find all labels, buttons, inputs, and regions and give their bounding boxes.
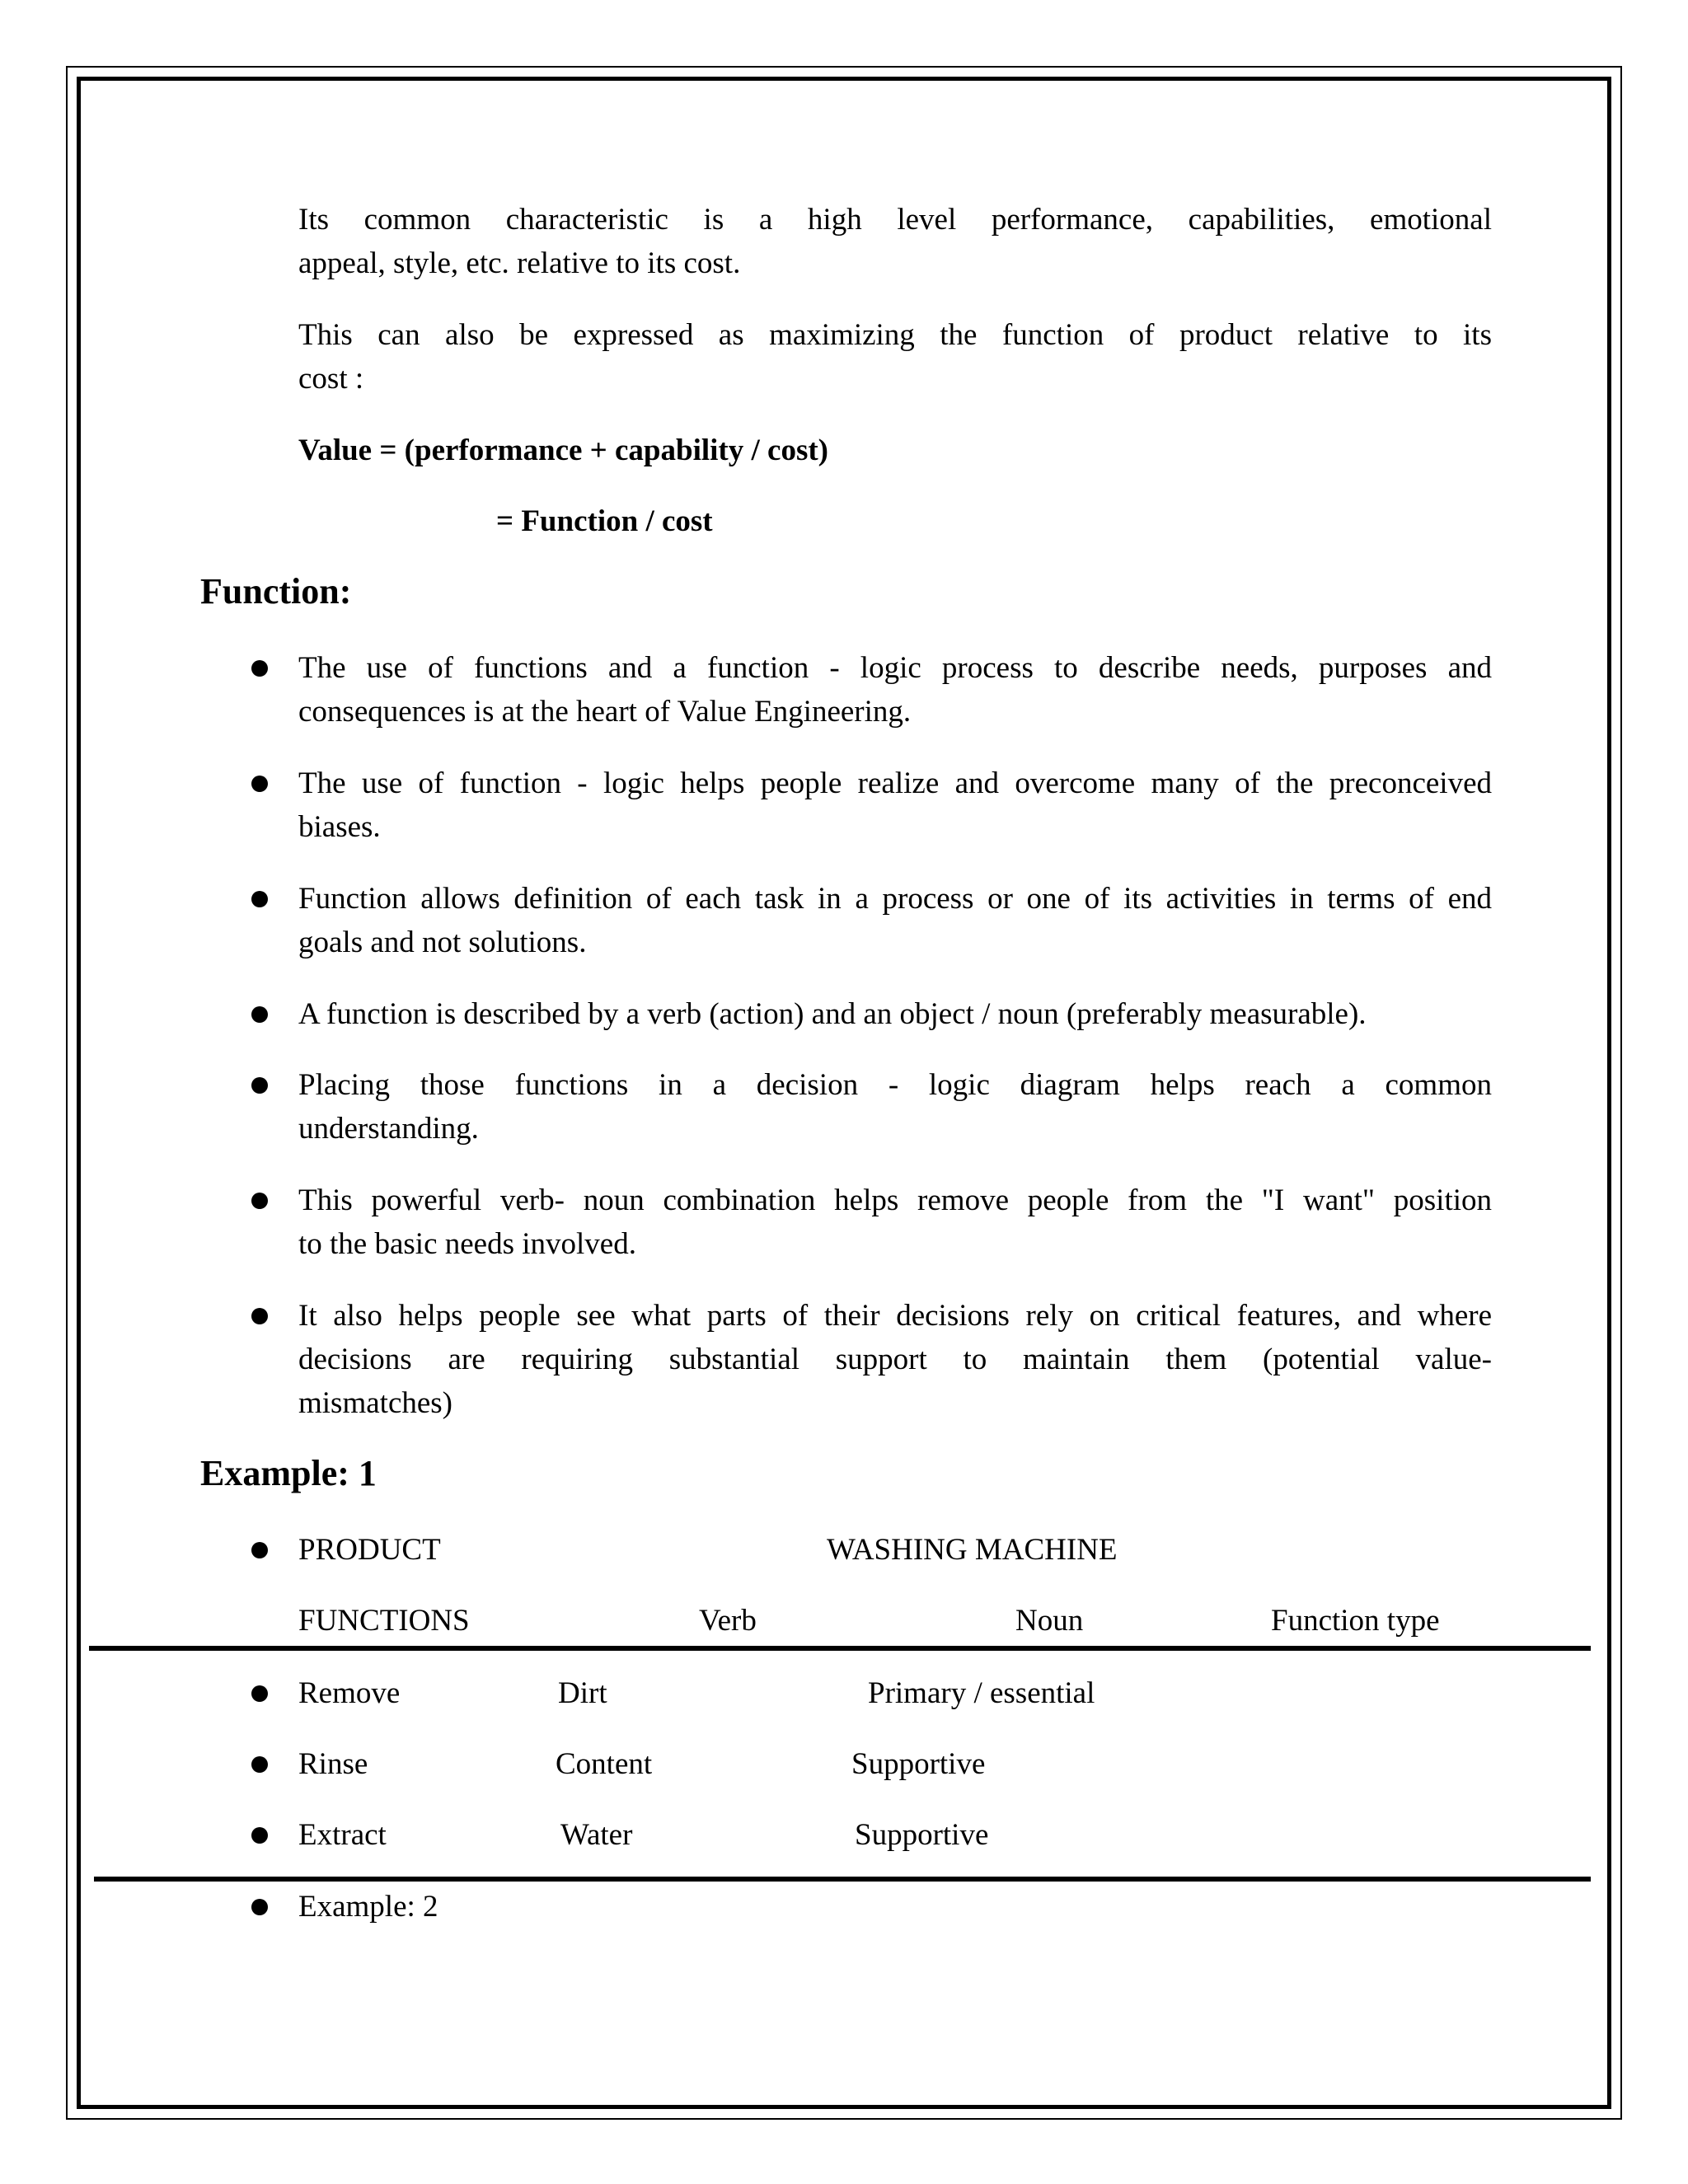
row-3-noun: Water (560, 1818, 633, 1852)
col-header-verb: Verb (699, 1604, 757, 1638)
intro-p2-line1: This can also be expressed as maximizing the function of product relative to its (298, 318, 1492, 352)
function-bullet-6 (298, 1179, 1492, 1266)
example-1-heading: Example: 1 (200, 1453, 377, 1493)
intro-paragraph-2 (298, 313, 1492, 401)
intro-p1-line2: appeal, style, etc. relative to its cost. (298, 246, 741, 280)
row-3-type: Supportive (855, 1818, 989, 1852)
col-header-noun: Noun (1015, 1604, 1084, 1638)
bullet-text-line: decisions are requiring substantial support to maintain them (potential value- (298, 1343, 1492, 1376)
bullet-dot (251, 1542, 268, 1558)
product-value: WASHING MACHINE (827, 1533, 1118, 1567)
function-heading: Function: (200, 571, 352, 612)
example-2-label: Example: 2 (298, 1890, 438, 1924)
bullet-dot (251, 1899, 268, 1915)
bullet-dot (251, 776, 268, 792)
row-2-type: Supportive (851, 1747, 986, 1781)
bullet-text-line: goals and not solutions. (298, 926, 587, 959)
bullet-text-line: biases. (298, 810, 381, 844)
row-1-type: Primary / essential (868, 1676, 1095, 1710)
bullet-text-line: consequences is at the heart of Value Engineering. (298, 695, 912, 729)
bullet-text-line: Function allows definition of each task in a process or one of its activities in terms of end (298, 882, 1492, 916)
bullet-dot (251, 1193, 268, 1209)
bullet-text-line: The use of function - logic helps people realize and overcome many of the preconceived (298, 766, 1492, 800)
bullet-text-line: mismatches) (298, 1386, 453, 1420)
bullet-text-line: The use of functions and a function - logic process to describe needs, purposes and (298, 651, 1492, 685)
bullet-text-line: Placing those functions in a decision - logic diagram helps reach a common (298, 1068, 1492, 1102)
row-1-verb: Remove (298, 1676, 401, 1710)
bullet-dot (251, 1827, 268, 1844)
function-bullet-2 (298, 762, 1492, 849)
table-bottom-rule (94, 1877, 1591, 1882)
intro-p2-line2: cost : (298, 362, 364, 396)
bullet-text-line: This powerful verb- noun combination helps remove people from the "I want" position (298, 1183, 1492, 1217)
bullet-dot (251, 1308, 268, 1324)
bullet-dot (251, 1077, 268, 1094)
bullet-dot (251, 1685, 268, 1702)
col-header-function-type: Function type (1271, 1604, 1440, 1638)
bullet-text-line: It also helps people see what parts of their decisions rely on critical features, and where (298, 1299, 1492, 1333)
intro-p1-line1: Its common characteristic is a high level performance, capabilities, emotional (298, 203, 1492, 237)
bullet-text-line: A function is described by a verb (action) and an object / noun (preferably measurable). (298, 997, 1367, 1031)
function-bullet-5 (298, 1063, 1492, 1151)
value-formula-result: = Function / cost (496, 504, 713, 538)
table-top-rule (89, 1646, 1591, 1651)
row-1-noun: Dirt (558, 1676, 607, 1710)
function-bullet-3 (298, 877, 1492, 964)
col-header-functions: FUNCTIONS (298, 1604, 470, 1638)
function-bullet-1 (298, 646, 1492, 733)
row-3-verb: Extract (298, 1818, 387, 1852)
bullet-dot (251, 891, 268, 907)
bullet-text-line: understanding. (298, 1112, 479, 1146)
function-bullet-7 (298, 1294, 1492, 1425)
intro-paragraph-1 (298, 198, 1492, 285)
bullet-dot (251, 660, 268, 677)
value-formula: Value = (performance + capability / cost) (298, 434, 828, 467)
row-2-verb: Rinse (298, 1747, 368, 1781)
function-bullet-4 (298, 992, 1492, 1036)
bullet-text-line: to the basic needs involved. (298, 1227, 636, 1261)
row-2-noun: Content (556, 1747, 653, 1781)
bullet-dot (251, 1756, 268, 1773)
bullet-dot (251, 1006, 268, 1023)
product-label: PRODUCT (298, 1533, 441, 1567)
